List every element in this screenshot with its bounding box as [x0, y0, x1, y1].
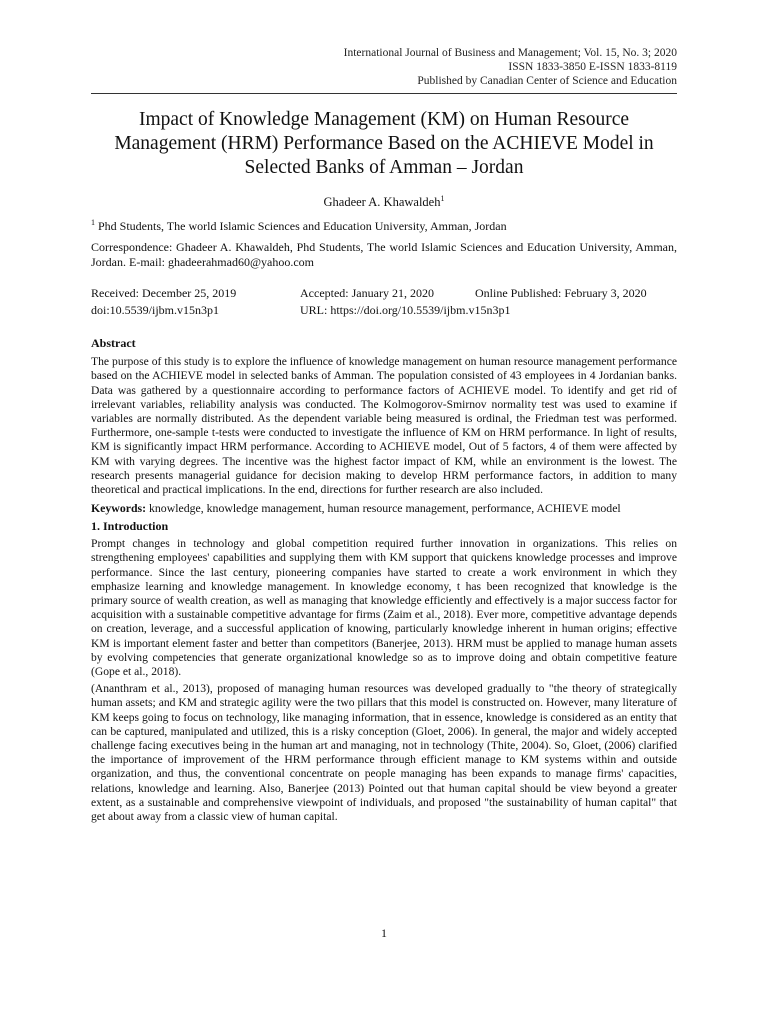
affiliation: [91, 215, 677, 234]
received-date: Received: December 25, 2019: [91, 286, 237, 301]
journal-header: [91, 46, 677, 88]
author-line: [91, 191, 677, 210]
affiliation-text: Phd Students, The world Islamic Sciences and Education University, Amman, Jordan: [95, 219, 507, 234]
journal-issn: ISSN 1833-3850 E-ISSN 1833-8119: [508, 61, 677, 73]
article-page: [91, 46, 677, 824]
article-title: [91, 108, 677, 180]
publication-dates: [91, 285, 677, 319]
keywords: [91, 501, 677, 516]
published-date: Online Published: February 3, 2020: [475, 286, 647, 301]
correspondence: Correspondence: Ghadeer A. Khawaldeh, Phd Students, The world Islamic Sciences and Education University, Amman, Jordan. E-mail: ghadeerahmad60@yahoo.com: [91, 240, 677, 270]
keywords-label: Keywords:: [91, 501, 147, 516]
journal-publisher: Published by Canadian Center of Science and Education: [417, 75, 677, 87]
title-line: Selected Banks of Amman – Jordan: [244, 157, 524, 178]
abstract-heading: Abstract: [91, 336, 136, 351]
accepted-date: Accepted: January 21, 2020: [300, 286, 434, 301]
keywords-text: knowledge, knowledge management, human resource management, performance, ACHIEVE model: [146, 501, 621, 516]
introduction-heading: 1. Introduction: [91, 519, 169, 534]
introduction-paragraph: (Ananthram et al., 2013), proposed of managing human resources was developed gradually to "the theory of strategically human assets; and KM and strategic agility were the two pillars that this model is constructed on. However, many literature of KM keeps going to focus on technology, like managing information, that in essence, knowledge is considered as an entity that can be captured, manipulated and utilized, this is a risky conception (Gloet, 2006). In general, the major and widely accepted challenge facing executives being in the human art and managing, not in technology (Thite, 2004). So, Gloet, (2006) clarified the importance of improvement of the HRM performance through efficient manage to KM systems within and outside organization, and thus, the conventional concentrate on people managing has been expands to manage firms' capacities, relations, knowledge and learning. Also, Banerjee (2013) Pointed out that human capital should be view beyond a greater extent, as a sustainable and comprehensive viewpoint of individuals, and proposed "the sustainability of human capital" that get about away from a classic view of human capital.: [91, 682, 677, 824]
title-line: Impact of Knowledge Management (KM) on Human Resource: [138, 109, 630, 130]
header-rule: [91, 93, 677, 94]
page-number: 1: [381, 926, 387, 940]
journal-citation: International Journal of Business and Management; Vol. 15, No. 3; 2020: [343, 47, 677, 59]
affiliation-marker: 1: [91, 218, 95, 228]
author-affiliation-marker: 1: [440, 194, 445, 203]
introduction-paragraph: Prompt changes in technology and global competition required further innovation in organizations. This relies on strengthening employees' capabilities and supplying them with KM support that quickens knowledge processes and improve performance. Since the last century, pioneering companies have started to create a work environment in which they emphasize learning and knowledge management. In knowledge economy, t has been recognized that knowledge is the primary source of wealth creation, as well as managing that knowledge efficiently and effectively is a major success factor for acquisition with a sustainable competitive advantage for firms (Zaim et al., 2018). Ever more, competitive advantage depends on creation, leverage, and a successful application of knowing, particularly knowledge inherent in human origins; effective KM is important element faster and better than competitors (Banerjee, 2013). HRM must be applied to manage human assets by evolving competencies that generate organizational knowledge so as to improve doing and obtain competitive feature (Gope et al., 2018).: [91, 537, 677, 679]
doi-url-link[interactable]: URL: https://doi.org/10.5539/ijbm.v15n3p1: [300, 303, 511, 318]
doi-text: doi:10.5539/ijbm.v15n3p1: [91, 303, 220, 318]
author-name: Ghadeer A. Khawaldeh: [323, 195, 441, 210]
title-line: Management (HRM) Performance Based on the ACHIEVE Model in: [114, 133, 654, 154]
abstract-text: The purpose of this study is to explore the influence of knowledge management on human resource management performance based on the ACHIEVE model in selected banks of Amman. The population consisted of 43 employees in 4 Jordanian banks. Data was gathered by a questionnaire according to performance factors of ACHIEVE model. To identify and get rid of irrelevant variables, reliability analysis was conducted. The Kolmogorov-Smirnov normality test was used to examine if variables are normally distributed. As the dependent variable being measured is ordinal, the Friedman test was performed. Furthermore, one-sample t-tests were conducted to investigate the influence of KM on HRM performance. In light of results, KM is significantly impact HRM performance. According to ACHIEVE model, Out of 5 factors, 4 of them were affected by KM with varying degrees. The incentive was the highest factor impact of KM, while an environment is the lowest. The research presents managerial guidance for decision making to develop HRM performance factors, in addition to many theoretical and practical implications. In the end, directions for further research are also included.: [91, 355, 677, 496]
